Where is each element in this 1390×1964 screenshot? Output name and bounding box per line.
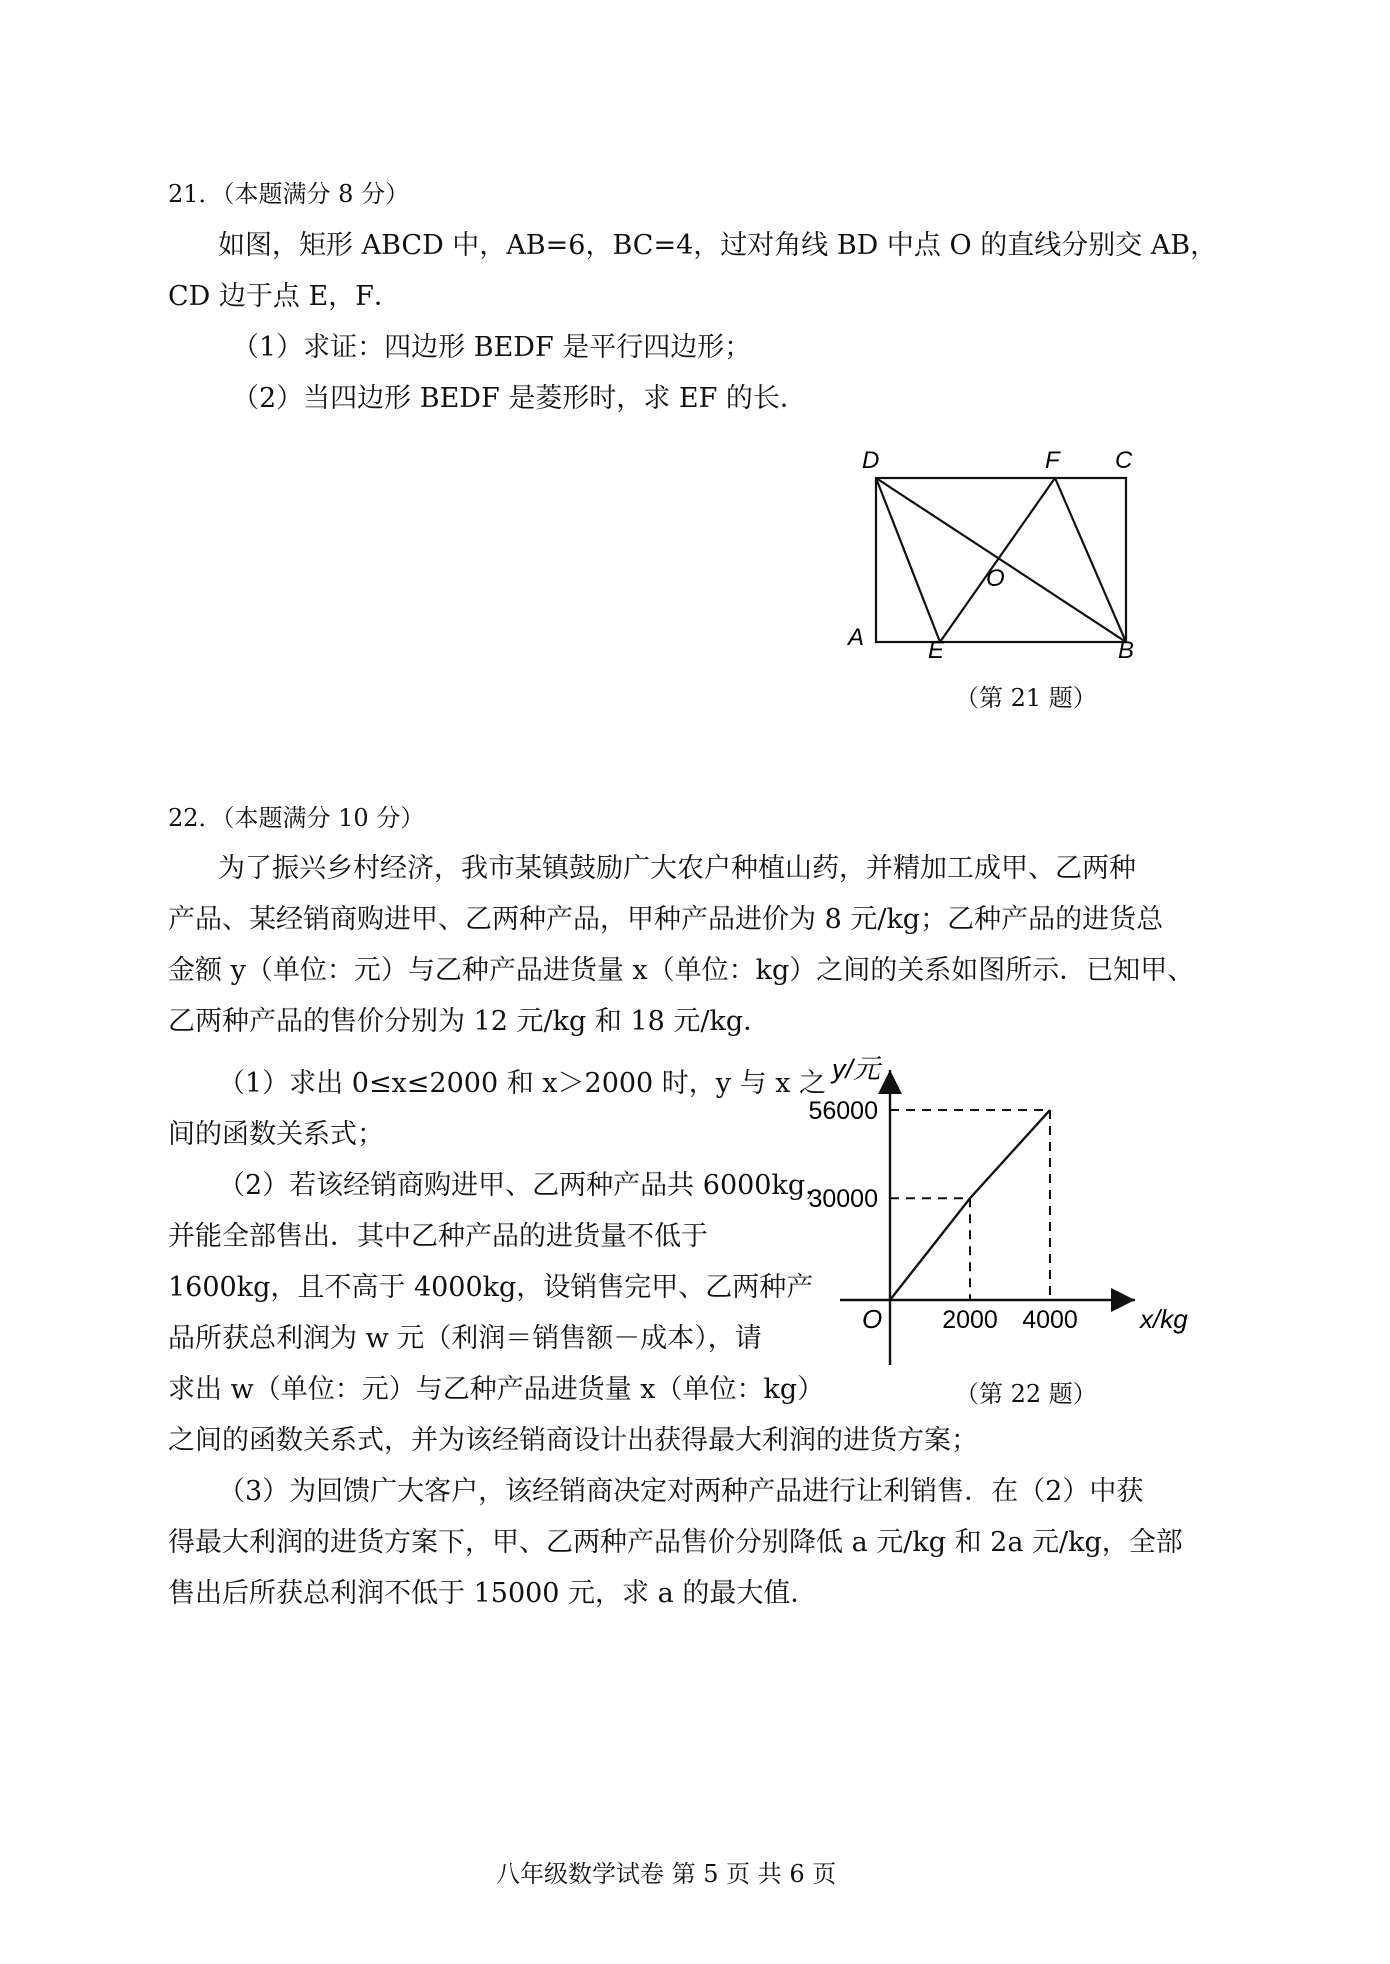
- q21-part-2: （2）当四边形 BEDF 是菱形时，求 EF 的长．: [232, 383, 807, 414]
- q22-caption: （第 22 题）: [955, 1380, 1097, 1408]
- q22-text-line-3: 金额 y（单位：元）与乙种产品进货量 x（单位：kg）之间的关系如图所示．已知甲、: [168, 955, 1195, 986]
- label-d: D: [862, 447, 880, 474]
- q22-text-line-4: 乙两种产品的售价分别为 12 元/kg 和 18 元/kg．: [168, 1006, 771, 1037]
- q21-text-line-1: 如图，矩形 ABCD 中，AB=6，BC=4，过对角线 BD 中点 O 的直线分别交 AB，: [218, 230, 1218, 261]
- q22-text-line-2: 产品、某经销商购进甲、乙两种产品，甲种产品进价为 8 元/kg；乙种产品的进货总: [168, 904, 1164, 935]
- q22-part-2-line-2: 并能全部售出．其中乙种产品的进货量不低于: [168, 1221, 708, 1252]
- q22-part-1-line-1: （1）求出 0≤x≤2000 和 x＞2000 时，y 与 x 之: [218, 1068, 827, 1099]
- y-tick-label: 56000: [808, 1097, 878, 1125]
- q22-part-2-line-6: 之间的函数关系式，并为该经销商设计出获得最大利润的进货方案；: [168, 1425, 978, 1456]
- segment-ef: [940, 478, 1055, 642]
- label-a: A: [848, 624, 865, 651]
- q22-text-line-1: 为了振兴乡村经济，我市某镇鼓励广大农户种植山药，并精加工成甲、乙两种: [218, 853, 1136, 884]
- q21-part-1: （1）求证：四边形 BEDF 是平行四边形；: [232, 332, 752, 363]
- q22-part-3-line-1: （3）为回馈广大客户，该经销商决定对两种产品进行让利销售．在（2）中获: [218, 1476, 1144, 1507]
- x-tick-label: 2000: [942, 1306, 998, 1334]
- q22-graph: [790, 1050, 1210, 1370]
- label-e: E: [928, 637, 945, 660]
- label-b: B: [1118, 637, 1135, 660]
- q21-header: 21．（本题满分 8 分）: [168, 180, 410, 208]
- q22-header: 22．（本题满分 10 分）: [168, 804, 425, 832]
- y-tick-label: 30000: [808, 1185, 878, 1214]
- origin-label: O: [862, 1304, 883, 1334]
- y-axis-label: y/元: [832, 1054, 881, 1084]
- label-o: O: [986, 565, 1005, 592]
- q21-caption: （第 21 题）: [955, 684, 1097, 712]
- q22-part-3-line-2: 得最大利润的进货方案下，甲、乙两种产品售价分别降低 a 元/kg 和 2a 元/kg，全部: [168, 1527, 1183, 1558]
- q22-part-2-line-1: （2）若该经销商购进甲、乙两种产品共 6000kg，: [218, 1170, 833, 1201]
- label-f: F: [1045, 447, 1060, 474]
- q22-part-3-line-3: 售出后所获总利润不低于 15000 元，求 a 的最大值．: [168, 1578, 818, 1609]
- x-axis-label: x/kg: [1140, 1304, 1188, 1334]
- q22-part-1-line-2: 间的函数关系式；: [168, 1119, 384, 1150]
- q21-text-line-2: CD 边于点 E，F．: [168, 281, 401, 312]
- q21-figure: [840, 440, 1150, 660]
- q22-part-2-line-3: 1600kg，且不高于 4000kg，设销售完甲、乙两种产: [168, 1272, 814, 1303]
- x-tick-label: 4000: [1022, 1306, 1078, 1334]
- q22-part-2-line-4: 品所获总利润为 w 元（利润＝销售额－成本），请: [168, 1323, 762, 1354]
- page-footer: 八年级数学试卷 第 5 页 共 6 页: [496, 1860, 837, 1888]
- diagonal-bd: [876, 478, 1126, 642]
- q22-part-2-line-5: 求出 w（单位：元）与乙种产品进货量 x（单位：kg）: [168, 1374, 825, 1405]
- segment-de: [876, 478, 940, 642]
- label-c: C: [1115, 447, 1133, 474]
